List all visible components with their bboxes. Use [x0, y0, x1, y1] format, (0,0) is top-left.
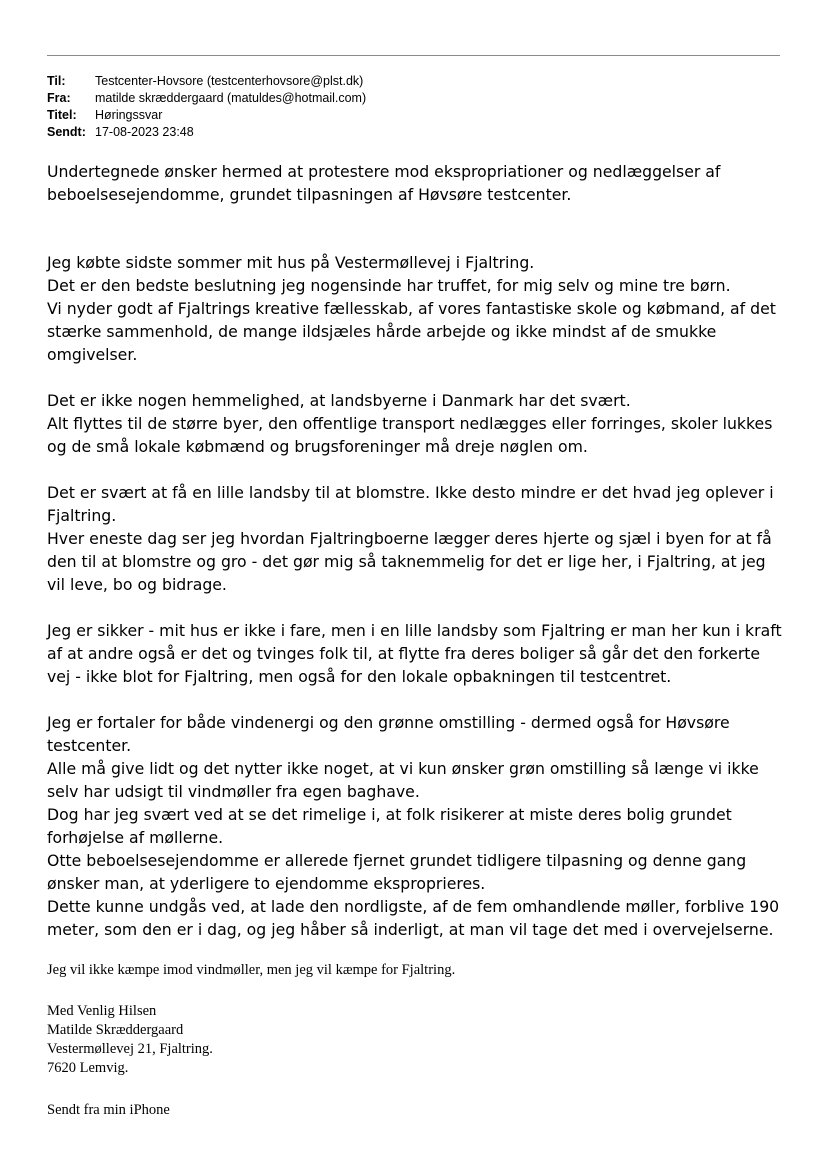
sent-label: Sendt:	[47, 125, 86, 139]
paragraph-3-line-1: Det er svært at få en lille landsby til at blomstre. Ikke desto mindre er det hvad jeg oplever i Fjaltring.	[47, 483, 774, 525]
to-value: Testcenter-Hovsore (testcenterhovsore@plst.dk)	[95, 74, 364, 88]
signature-greeting: Med Venlig Hilsen	[47, 1003, 157, 1019]
sent-from-line: Sendt fra min iPhone	[47, 1102, 170, 1118]
paragraph-1-line-3: Vi nyder godt af Fjaltrings kreative fællesskab, af vores fantastiske skole og købmand, af det stærke sammenhold, de mange ildsjæles hårde arbejde og ikke mindst af de smukke omgivelser.	[47, 299, 776, 364]
paragraph-5-line-3: Dog har jeg svært ved at se det rimelige i, at folk risikerer at miste deres bolig grundet forhøjelse af møllerne.	[47, 805, 732, 847]
signature-city: 7620 Lemvig.	[47, 1060, 129, 1076]
subject-value: Høringssvar	[95, 108, 163, 122]
sent-value: 17-08-2023 23:48	[95, 125, 194, 139]
paragraph-1-line-1: Jeg købte sidste sommer mit hus på Vestermøllevej i Fjaltring.	[47, 253, 535, 272]
email-header	[47, 73, 366, 141]
signature-name: Matilde Skræddergaard	[47, 1022, 184, 1038]
from-row	[47, 90, 366, 107]
paragraph-2-line-2: Alt flyttes til de større byer, den offentlige transport nedlægges eller forringes, skoler lukkes og de små lokale købmænd og brugsforeninger må dreje nøglen om.	[47, 414, 773, 456]
paragraph-2-line-1: Det er ikke nogen hemmelighed, at landsbyerne i Danmark har det svært.	[47, 391, 631, 410]
paragraph-5-line-1: Jeg er fortaler for både vindenergi og den grønne omstilling - dermed også for Høvsøre testcenter.	[47, 713, 730, 755]
paragraph-3-line-2: Hver eneste dag ser jeg hvordan Fjaltringboerne lægger deres hjerte og sjæl i byen for at få den til at blomstre og gro - det gør mig så taknemmelig for det er lige her, i Fjaltring, at jeg vil leve, bo og bidrage.	[47, 529, 772, 594]
to-row	[47, 73, 366, 90]
subject-row	[47, 107, 366, 124]
paragraph-5-line-5: Dette kunne undgås ved, at lade den nordligste, af de fem omhandlende møller, forblive 190 meter, som den er i dag, og jeg håber så inderligt, at man vil tage det med i overvejelserne.	[47, 897, 780, 939]
signature-address: Vestermøllevej 21, Fjaltring.	[47, 1041, 213, 1057]
from-value: matilde skræddergaard (matuldes@hotmail.com)	[95, 91, 367, 105]
header-divider	[47, 55, 780, 56]
paragraph-5-line-4: Otte beboelsesejendomme er allerede fjernet grundet tidligere tilpasning og denne gang ønsker man, at yderligere to ejendomme eksproprieres.	[47, 851, 747, 893]
signature-block	[47, 1002, 213, 1078]
paragraph-5-line-2: Alle må give lidt og det nytter ikke noget, at vi kun ønsker grøn omstilling så længe vi ikke selv har udsigt til vindmøller fra egen baghave.	[47, 759, 759, 801]
from-label: Fra:	[47, 91, 71, 105]
closing-statement: Jeg vil ikke kæmpe imod vindmøller, men jeg vil kæmpe for Fjaltring.	[47, 962, 456, 978]
to-label: Til:	[47, 74, 66, 88]
paragraph-4-line-1: Jeg er sikker - mit hus er ikke i fare, men i en lille landsby som Fjaltring er man her kun i kraft af at andre også er det og tvinges folk til, at flytte fra deres boliger så går det den forkerte vej - ikke blot for Fjaltring, men også for den lokale opbakningen til testcentret.	[47, 621, 782, 686]
sent-row	[47, 124, 366, 141]
paragraph-1-line-2: Det er den bedste beslutning jeg nogensinde har truffet, for mig selv og mine tre børn.	[47, 276, 731, 295]
subject-label: Titel:	[47, 108, 77, 122]
intro-paragraph: Undertegnede ønsker hermed at protestere mod ekspropriationer og nedlæggelser af beboelsesejendomme, grundet tilpasningen af Høvsøre testcenter.	[47, 162, 721, 204]
email-body	[47, 160, 787, 941]
